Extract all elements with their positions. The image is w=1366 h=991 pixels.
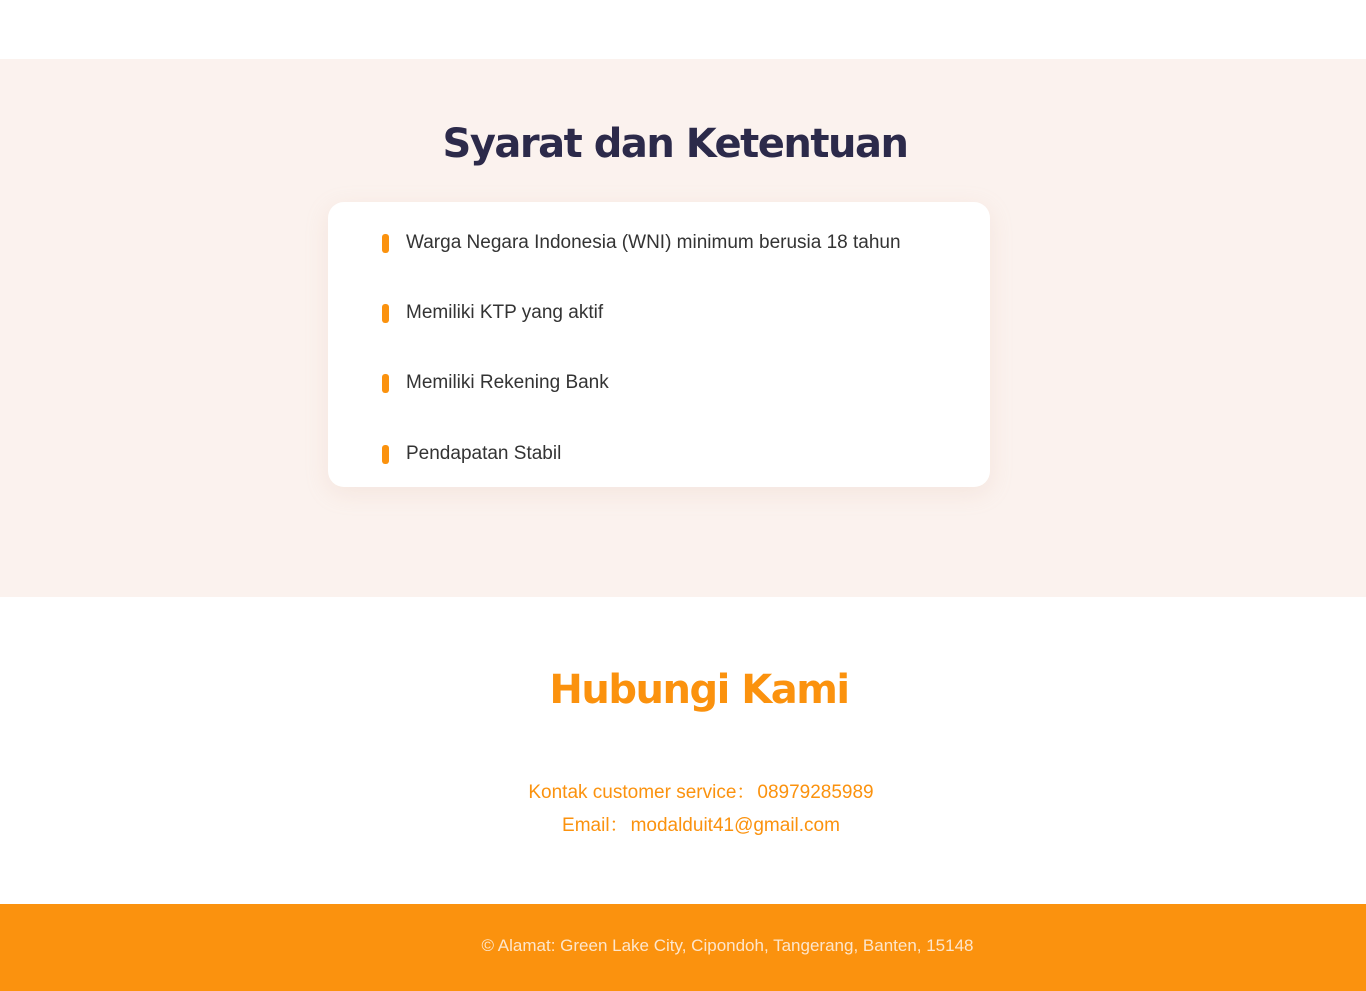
bullet-bar-icon bbox=[382, 445, 389, 464]
term-item-income bbox=[382, 442, 561, 466]
phone-label: Kontak customer service： bbox=[528, 782, 756, 803]
footer bbox=[0, 904, 1366, 991]
bullet-bar-icon bbox=[382, 304, 389, 323]
bullet-bar-icon bbox=[382, 234, 389, 253]
terms-card bbox=[328, 202, 990, 487]
term-item-ktp bbox=[382, 301, 603, 325]
contact-title: Hubungi Kami bbox=[549, 667, 849, 713]
email-link[interactable]: modalduit41@gmail.com bbox=[630, 815, 840, 836]
contact-email bbox=[0, 814, 1366, 838]
contact-phone bbox=[0, 781, 1366, 805]
phone-link[interactable]: 08979285989 bbox=[757, 782, 874, 803]
bullet-bar-icon bbox=[382, 374, 389, 393]
term-text: Memiliki KTP yang aktif bbox=[406, 302, 604, 323]
term-text: Memiliki Rekening Bank bbox=[406, 372, 609, 393]
email-label: Email： bbox=[562, 815, 629, 836]
term-item-wni bbox=[382, 231, 901, 255]
top-spacer bbox=[0, 0, 1366, 59]
footer-address: © Alamat: Green Lake City, Cipondoh, Tangerang, Banten, 15148 bbox=[481, 936, 974, 955]
terms-title: Syarat dan Ketentuan bbox=[442, 121, 908, 167]
term-item-bank bbox=[382, 371, 609, 395]
term-text: Warga Negara Indonesia (WNI) minimum berusia 18 tahun bbox=[406, 232, 901, 253]
term-text: Pendapatan Stabil bbox=[406, 443, 562, 464]
